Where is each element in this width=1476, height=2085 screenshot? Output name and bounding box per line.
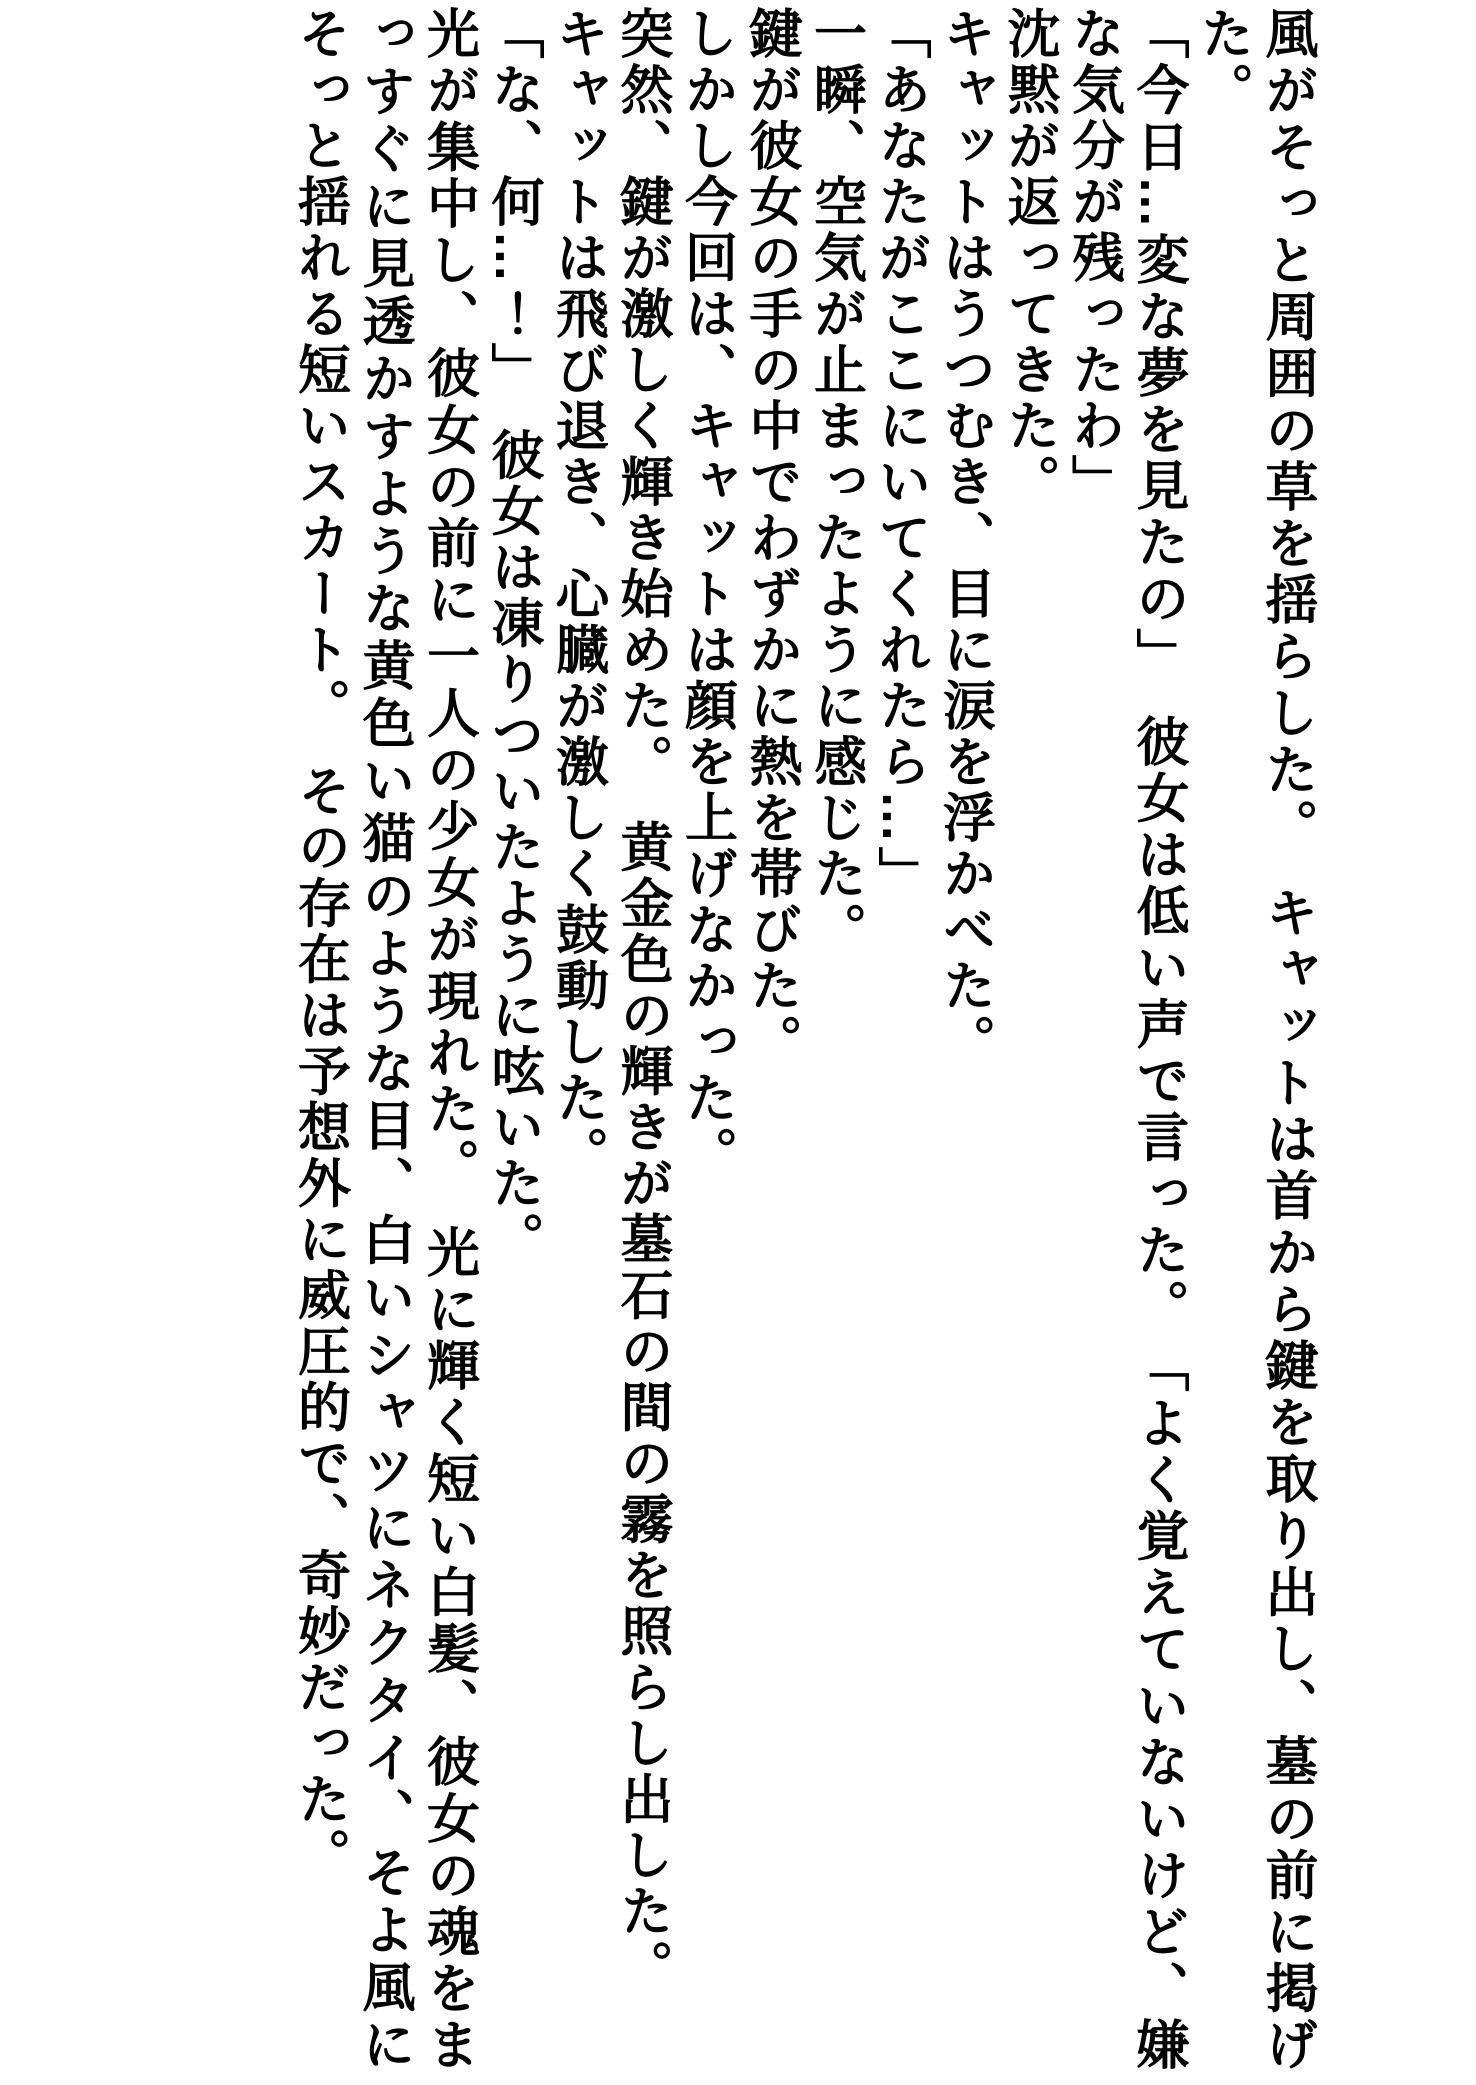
paragraph: 光が集中し、彼女の前に一人の少女が現れた。 光に輝く短い白髪、彼女の魂をまっすぐに見透かすような黄色い猫のような目、白いシャツにネクタイ、そよ風にそっと揺れる短いスカート。 その存在は予想外に威圧的で、奇妙だった。 [290, 6, 479, 2074]
paragraph: 鍵が彼女の手の中でわずかに熱を帯びた。 [742, 6, 801, 1070]
story-text [287, 6, 1319, 2073]
paragraph: 「あなたがここにいてくれたら…」 [871, 6, 930, 902]
paragraph: キャットはうつむき、目に涙を浮かべた。 [935, 6, 995, 1070]
paragraph: 突然、鍵が激しく輝き始めた。 黄金色の輝きが墓石の間の霧を照らし出した。 [613, 6, 672, 1996]
paragraph: 沈黙が返ってきた。 [1000, 6, 1059, 510]
paragraph: しかし今回は、キャットは顔を上げなかった。 [677, 6, 737, 1182]
paragraph: 風がそっと周囲の草を揺らした。 キャットは首から鍵を取り出し、墓の前に掲げた。 [1193, 6, 1317, 2073]
paragraph: 「今日…変な夢を見たの」 彼女は低い声で言った。 「よく覚えていないけど、嫌な気分が残ったわ」 [1064, 6, 1188, 2073]
paragraph: 「な、何…！」 彼女は凍りついたように呟いた。 [484, 6, 543, 1268]
paragraph: キャットは飛び退き、心臓が激しく鼓動した。 [548, 6, 608, 1182]
paragraph: 一瞬、空気が止まったように感じた。 [806, 6, 866, 958]
